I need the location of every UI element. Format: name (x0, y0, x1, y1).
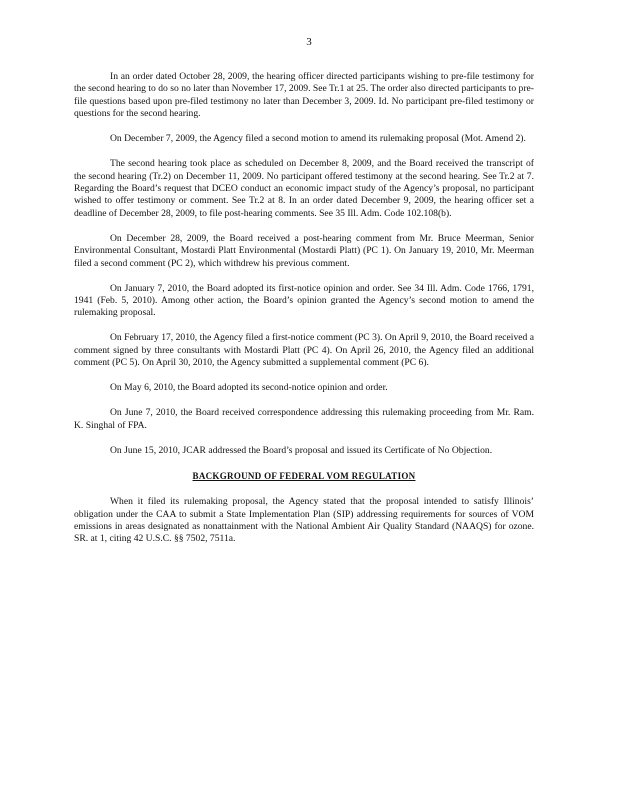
paragraph-prefiling-order: In an order dated October 28, 2009, the hearing officer directed participants wishing to pre-file testimony for the second hearing to do so no later than November 17, 2009. See Tr.1 at 25. The order also directed participants to pre-file questions based upon pre-filed testimony no later than December 3, 2009. Id. No participant pre-filed testimony or questions for the second hearing. (74, 71, 534, 120)
paragraph-post-hearing-comment: On December 28, 2009, the Board received a post-hearing comment from Mr. Bruce Meerman, Senior Environmental Consultant, Mostardi Platt Environmental (Mostardi Platt) (PC 1). On January 19, 2010, Mr. Meerman filed a second comment (PC 2), which withdrew his previous comment. (74, 232, 534, 269)
page-number: 3 (306, 36, 312, 48)
paragraph-second-hearing: The second hearing took place as scheduled on December 8, 2009, and the Board received the transcript of the second hearing (Tr.2) on December 11, 2009. No participant offered testimony at the second hearing. See Tr.2 at 7. Regarding the Board’s request that DCEO conduct an economic impact study of the Agency’s proposal, no participant wished to offer testimony or comment. See Tr.2 at 8. In an order dated December 9, 2009, the hearing officer set a deadline of December 28, 2009, to file post-hearing comments. See 35 Ill. Adm. Code 102.108(b). (74, 158, 534, 219)
paragraph-background: When it filed its rulemaking proposal, the Agency stated that the proposal intended to satisfy Illinois’ obligation under the CAA to submit a State Implementation Plan (SIP) addressing requirements for sources of VOM emissions in areas designated as nonattainment with the National Ambient Air Quality Standard (NAAQS) for ozone. SR. at 1, citing 42 U.S.C. §§ 7502, 7511a. (74, 496, 534, 545)
paragraph-correspondence: On June 7, 2010, the Board received correspondence addressing this rulemaking proceeding from Mr. Ram. K. Singhal of FPA. (74, 407, 534, 431)
paragraph-first-notice-comments: On February 17, 2010, the Agency filed a first-notice comment (PC 3). On April 9, 2010, the Board received a comment signed by three consultants with Mostardi Platt (PC 4). On April 26, 2010, the Agency filed an additional comment (PC 5). On April 30, 2010, the Agency submitted a supplemental comment (PC 6). (74, 332, 534, 369)
paragraph-jcar: On June 15, 2010, JCAR addressed the Board’s proposal and issued its Certificate of No Objection. (110, 444, 493, 456)
section-heading: BACKGROUND OF FEDERAL VOM REGULATION (192, 470, 416, 481)
document-body (74, 71, 534, 558)
paragraph-second-motion: On December 7, 2009, the Agency filed a second motion to amend its rulemaking proposal (Mot. Amend 2). (110, 133, 526, 145)
paragraph-first-notice: On January 7, 2010, the Board adopted its first-notice opinion and order. See 34 Ill. Adm. Code 1766, 1791, 1941 (Feb. 5, 2010). Among other action, the Board’s opinion granted the Agency’s second motion to amend the rulemaking proposal. (74, 282, 534, 319)
paragraph-second-notice: On May 6, 2010, the Board adopted its second-notice opinion and order. (110, 382, 388, 394)
